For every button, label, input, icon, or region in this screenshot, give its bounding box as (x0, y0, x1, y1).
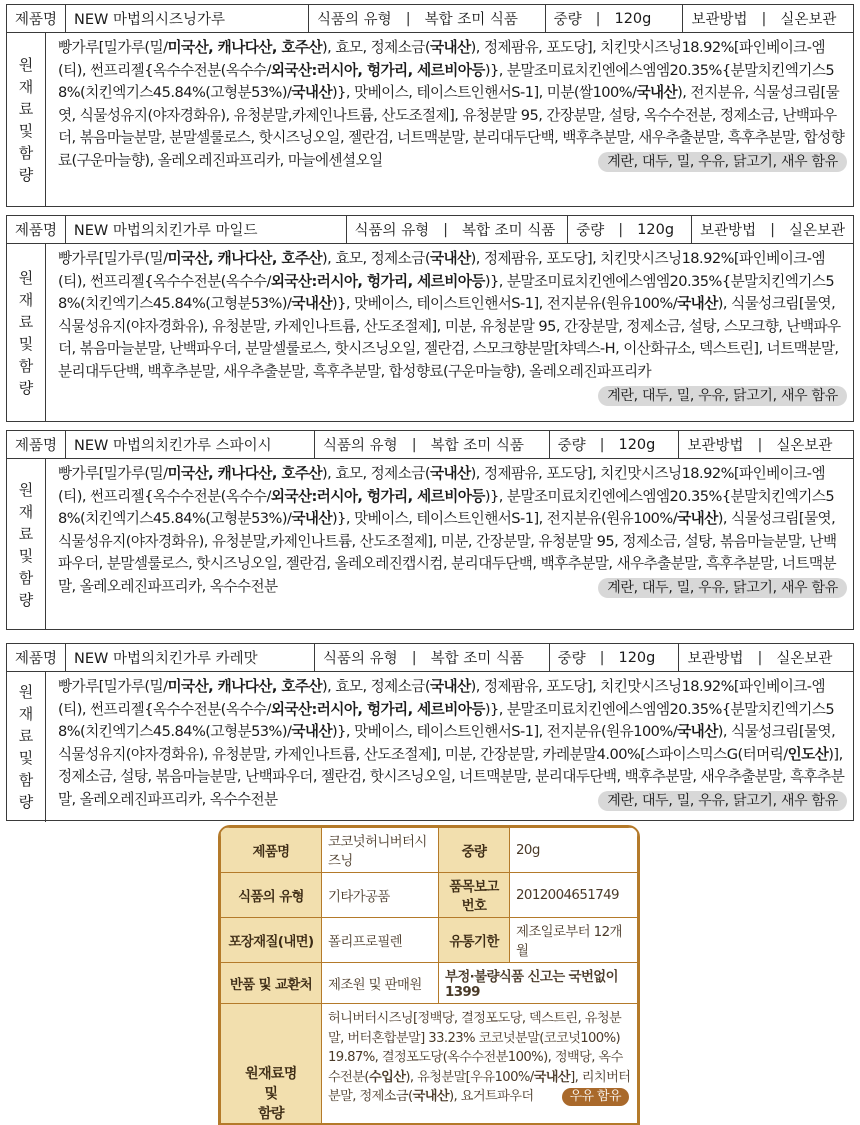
name-label: 제품명 (221, 828, 322, 873)
ingredients-side-label: 원 재 료 및 함 량 (7, 459, 46, 630)
type-label: 식품의 유형 (315, 647, 406, 668)
product-label-2 (6, 215, 854, 422)
ingredients-side-label: 원 재 료 및 함 량 (7, 244, 46, 422)
expiry-value: 제조일로부터 12개월 (510, 918, 638, 963)
coconut-label (218, 825, 640, 1125)
return-value: 제조원 및 판매원 (322, 963, 439, 1004)
weight-value: 20g (510, 828, 638, 873)
name-value: NEW 마법의치킨가루 마일드 (66, 219, 346, 240)
name-value: NEW 마법의시즈닝가루 (66, 8, 308, 29)
weight-value: 120g (610, 650, 678, 666)
packaging-value: 폴리프로필렌 (322, 918, 439, 963)
storage-label: 보관방법 (679, 647, 751, 668)
type-value: 복합 조미 식품 (454, 219, 567, 240)
weight-value: 120g (610, 437, 678, 453)
allergen-badge: 계란, 대두, 밀, 우유, 닭고기, 새우 함유 (598, 152, 847, 172)
ingredients-text: 빵가루[밀가루(밀/미국산, 캐나다산, 호주산), 효모, 정제소금(국내산), 정제팜유, 포도당], 치킨맛시즈닝18.92%[파인베이크-엠(티), 썬프리젤{옥수수전분(옥수수/외국산:러시아, 헝가리, 세르비아등)}, 분말조미료치킨엔에스엠엠20.35%{분말치킨엑기스58%(치킨엑기스45.84%(고형분53%)/국내산)}, 맛베이스, 테이스트인핸서S-1], 미분(쌀100%/국내산), 전지분유, 식물성크림[물엿, 식물성유지(야자경화유), 유청분말,카제인나트륨, 산도조절제], 유청분말 95, 간장분말, 설탕, 옥수수전분, 정제소금, 난백파우더, 볶음마늘분말, 분말셀룰로스, 핫시즈닝오일, 젤란검, 너트맥분말, 분리대두단백, 백후추분말, 새우추출분말, 흑후추분말, 합성향료(구운마늘향), 올레오레진파프리카, 마늘에센셜오일 계란, 대두, 밀, 우유, 닭고기, 새우 함유 (46, 33, 853, 207)
packaging-label: 포장재질(내면) (221, 918, 322, 963)
name-label: 제품명 (7, 219, 65, 240)
type-value: 기타가공품 (322, 873, 439, 918)
storage-label: 보관방법 (679, 434, 751, 455)
name-value: NEW 마법의치킨가루 스파이시 (66, 434, 314, 455)
name-label: 제품명 (7, 434, 65, 455)
name-value: NEW 마법의치킨가루 카레맛 (66, 647, 314, 668)
name-label: 제품명 (7, 8, 65, 29)
coconut-info-table (220, 827, 638, 1125)
type-label: 식품의 유형 (347, 219, 438, 240)
type-value: 복합 조미 식품 (423, 647, 549, 668)
storage-label: 보관방법 (683, 8, 755, 29)
label-header: 제품명 NEW 마법의치킨가루 마일드 식품의 유형 | 복합 조미 식품 중량 | 120g 보관방법 | 실온보관 (7, 216, 853, 244)
weight-label: 중량 (550, 647, 594, 668)
allergen-badge: 우유 함유 (562, 1088, 629, 1106)
label-header: 제품명 NEW 마법의치킨가루 카레맛 식품의 유형 | 복합 조미 식품 중량 | 120g 보관방법 | 실온보관 (7, 644, 853, 672)
weight-label: 중량 (439, 828, 510, 873)
type-value: 복합 조미 식품 (423, 434, 549, 455)
product-label-4 (6, 643, 854, 821)
weight-value: 120g (606, 11, 682, 27)
allergen-badge: 계란, 대두, 밀, 우유, 닭고기, 새우 함유 (598, 791, 847, 811)
product-label-3 (6, 430, 854, 630)
type-label: 식품의 유형 (221, 873, 322, 918)
storage-label: 보관방법 (692, 219, 764, 240)
report-number-value: 2012004651749 (510, 873, 638, 918)
label-header: 제품명 NEW 마법의시즈닝가루 식품의 유형 | 복합 조미 식품 중량 | 120g 보관방법 | 실온보관 (7, 5, 853, 33)
weight-value: 120g (629, 222, 691, 238)
expiry-label: 유통기한 (439, 918, 510, 963)
weight-label: 중량 (546, 8, 590, 29)
ingredients-side-label: 원 재 료 및 함 량 (7, 33, 46, 207)
type-label: 식품의 유형 (309, 8, 400, 29)
ingredients-text: 빵가루[밀가루(밀/미국산, 캐나다산, 호주산), 효모, 정제소금(국내산), 정제팜유, 포도당], 치킨맛시즈닝18.92%[파인베이크-엠(티), 썬프리젤{옥수수전분(옥수수/외국산:러시아, 헝가리, 세르비아등)}, 분말조미료치킨엔에스엠엠20.35%{분말치킨엑기스58%(치킨엑기스45.84%(고형분53%)/국내산)}, 맛베이스, 테이스트인핸서S-1], 전지분유(원유100%/국내산), 식물성크림[물엿, 식물성유지(야자경화유), 유청분말, 카제인나트륨, 산도조절제], 미분, 간장분말, 카레분말4.00%[스파이스믹스G(터머릭/인도산)], 정제소금, 설탕, 볶음마늘분말, 난백파우더, 젤란검, 핫시즈닝오일, 너트맥분말, 분리대두단백, 백후추분말, 새우추출분말, 흑후추분말, 올레오레진파프리카, 옥수수전분 계란, 대두, 밀, 우유, 닭고기, 새우 함유 (46, 672, 853, 822)
name-value: 코코넛허니버터시즈닝 (322, 828, 439, 873)
ingredients-text: 빵가루[밀가루(밀/미국산, 캐나다산, 호주산), 효모, 정제소금(국내산), 정제팜유, 포도당], 치킨맛시즈닝18.92%[파인베이크-엠(티), 썬프리젤{옥수수전분(옥수수/외국산:러시아, 헝가리, 세르비아등)}, 분말조미료치킨엔에스엠엠20.35%{분말치킨엑기스58%(치킨엑기스45.84%(고형분53%)/국내산)}, 맛베이스, 테이스트인핸서S-1], 전지분유(원유100%/국내산), 식물성크림[물엿, 식물성유지(야자경화유), 유청분말, 카제인나트륨, 산도조절제], 미분, 유청분말 95, 간장분말, 정제소금, 설탕, 스모크향, 난백파우더, 볶음마늘분말, 난백파우더, 분말셀룰로스, 핫시즈닝오일, 젤란검, 스모크향분말[챠덱스-H, 이산화규소, 덱스트린], 너트맥분말, 분리대두단백, 백후추분말, 새우추출분말, 흑후추분말, 합성향료(구운마늘향), 올레오레진파프리카 계란, 대두, 밀, 우유, 닭고기, 새우 함유 (46, 244, 853, 422)
return-label: 반품 및 교환처 (221, 963, 322, 1004)
name-label: 제품명 (7, 647, 65, 668)
weight-label: 중량 (568, 219, 612, 240)
type-value: 복합 조미 식품 (417, 8, 545, 29)
storage-value: 실온보관 (768, 647, 840, 668)
label-header: 제품명 NEW 마법의치킨가루 스파이시 식품의 유형 | 복합 조미 식품 중량 | 120g 보관방법 | 실온보관 (7, 431, 853, 459)
storage-value: 실온보관 (781, 219, 853, 240)
allergen-badge: 계란, 대두, 밀, 우유, 닭고기, 새우 함유 (598, 578, 847, 598)
storage-value: 실온보관 (768, 434, 840, 455)
ingredients-side-label: 원 재 료 및 함 량 (7, 672, 46, 822)
allergen-badge: 계란, 대두, 밀, 우유, 닭고기, 새우 함유 (598, 386, 847, 406)
weight-label: 중량 (550, 434, 594, 455)
ingredients-label: 원재료명 및 함량 (221, 1004, 322, 1125)
storage-value: 실온보관 (772, 8, 844, 29)
coconut-ingredients-text: 허니버터시즈닝[정백당, 결정포도당, 덱스트린, 유청분말, 버터혼합분말] 33.23% 코코넛분말(코코넛100%) 19.87%, 결정포도당(옥수수전분100%), 정백당, 옥수수전분(수입산), 유청분말[우유100%/국내산], 리치버터분말, 정제소금(국내산), 요거트파우더 우유 함유 (322, 1004, 638, 1125)
report-call-text: 부정·불량식품 신고는 국번없이 1399 (439, 963, 638, 1004)
ingredients-text: 빵가루[밀가루(밀/미국산, 캐나다산, 호주산), 효모, 정제소금(국내산), 정제팜유, 포도당], 치킨맛시즈닝18.92%[파인베이크-엠(티), 썬프리젤{옥수수전분(옥수수/외국산:러시아, 헝가리, 세르비아등)}, 분말조미료치킨엔에스엠엠20.35%{분말치킨엑기스58%(치킨엑기스45.84%(고형분53%)/국내산)}, 맛베이스, 테이스트인핸서S-1], 전지분유(원유100%/국내산), 식물성크림[물엿, 식물성유지(야자경화유), 유청분말,카제인나트륨, 산도조절제], 미분, 간장분말, 유청분말 95, 정제소금, 설탕, 볶음마늘분말, 난백파우더, 분말셀룰로스, 핫시즈닝오일, 젤란검, 올레오레진캡시컴, 분리대두단백, 백후추분말, 새우추출분말, 흑후추분말, 너트맥분말, 올레오레진파프리카, 옥수수전분 계란, 대두, 밀, 우유, 닭고기, 새우 함유 (46, 459, 853, 630)
product-label-1 (6, 4, 854, 207)
type-label: 식품의 유형 (315, 434, 406, 455)
report-number-label: 품목보고번호 (439, 873, 510, 918)
